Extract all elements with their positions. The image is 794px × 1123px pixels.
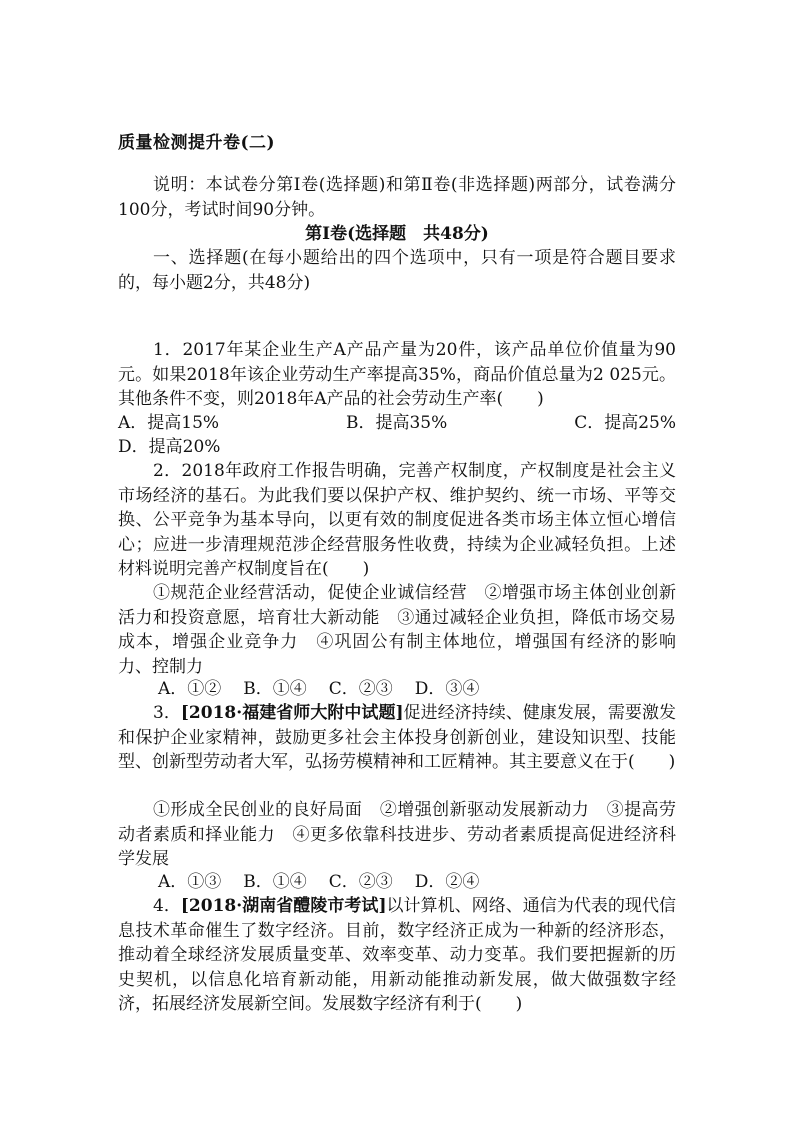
question-1-stem: 1．2017年某企业生产A产品产量为20件，该产品单位价值量为90元。如果2018年该企业劳动生产率提高35%，商品价值总量为2 025元。其他条件不变，则2018年A产品的社会劳动生产率( ) [118,340,676,409]
option-a: A．①③ [158,872,222,892]
instructions-note: 说明：本试卷分第Ⅰ卷(选择题)和第Ⅱ卷(非选择题)两部分，试卷满分100分，考试时间90分钟。 [118,175,676,220]
option-d: D．提高20% [118,437,221,457]
section-title: 一、选择题(在每小题给出的四个选项中，只有一项是符合题目要求的，每小题2分，共48分) [118,248,676,293]
option-b: B．①④ [243,872,307,892]
question-1-options [118,411,676,436]
option-d: D．②④ [414,872,480,892]
option-c: C．②③ [328,679,393,699]
option-d: D．③④ [414,679,480,699]
question-3-source: [2018·福建省师大附中试题] [180,703,404,723]
question-3-statements: ①形成全民创业的良好局面 ②增强创新驱动发展新动力 ③提高劳动者素质和择业能力 ④更多依靠科技进步、劳动者素质提高促进经济科学发展 [118,800,676,869]
question-3-number: 3． [153,703,181,723]
part-title: 第Ⅰ卷(选择题 共48分) [305,224,489,244]
question-2-stem: 2．2018年政府工作报告明确，完善产权制度，产权制度是社会主义市场经济的基石。为此我们要以保护产权、维护契约、统一市场、平等交换、公平竞争为基本导向，以更有效的制度促进各类市场主体立恒心增信心；应进一步清理规范涉企经营服务性收费，持续为企业减轻负担。上述材料说明完善产权制度旨在( ) [118,461,676,579]
option-b: B．提高35% [345,413,448,433]
option-b: B．①④ [243,679,307,699]
question-4-number: 4． [153,896,181,916]
question-3-options [118,870,676,895]
page-title: 质量检测提升卷(二) [118,133,276,153]
question-3-text: 促进经济持续、健康发展，需要激发和保护企业家精神，鼓励更多社会主体投身创新创业，建设知识型、技能型、创新型劳动者大军，弘扬劳模精神和工匠精神。其主要意义在于( ) [118,703,676,772]
option-c: C．②③ [328,872,393,892]
option-c: C．提高25% [574,413,676,433]
question-4-stem [118,894,676,1017]
question-4-source: [2018·湖南省醴陵市考试] [180,896,387,916]
question-2-options [118,677,676,702]
question-3-stem [118,701,676,775]
option-a: A．①② [158,679,222,699]
question-2-statements: ①规范企业经营活动，促使企业诚信经营 ②增强市场主体创业创新活力和投资意愿，培育壮大新动能 ③通过减轻企业负担，降低市场交易成本，增强企业竞争力 ④巩固公有制主体地位，增强国有经济的影响力、控制力 [118,583,676,677]
question-4-text: 以计算机、网络、通信为代表的现代信息技术革命催生了数字经济。目前，数字经济正成为一种新的经济形态，推动着全球经济发展质量变革、效率变革、动力变革。我们要把握新的历史契机，以信息化培育新动能，用新动能推动新发展，做大做强数字经济，拓展经济发展新空间。发展数字经济有利于( ) [118,896,676,1014]
option-a: A．提高15% [118,413,220,433]
